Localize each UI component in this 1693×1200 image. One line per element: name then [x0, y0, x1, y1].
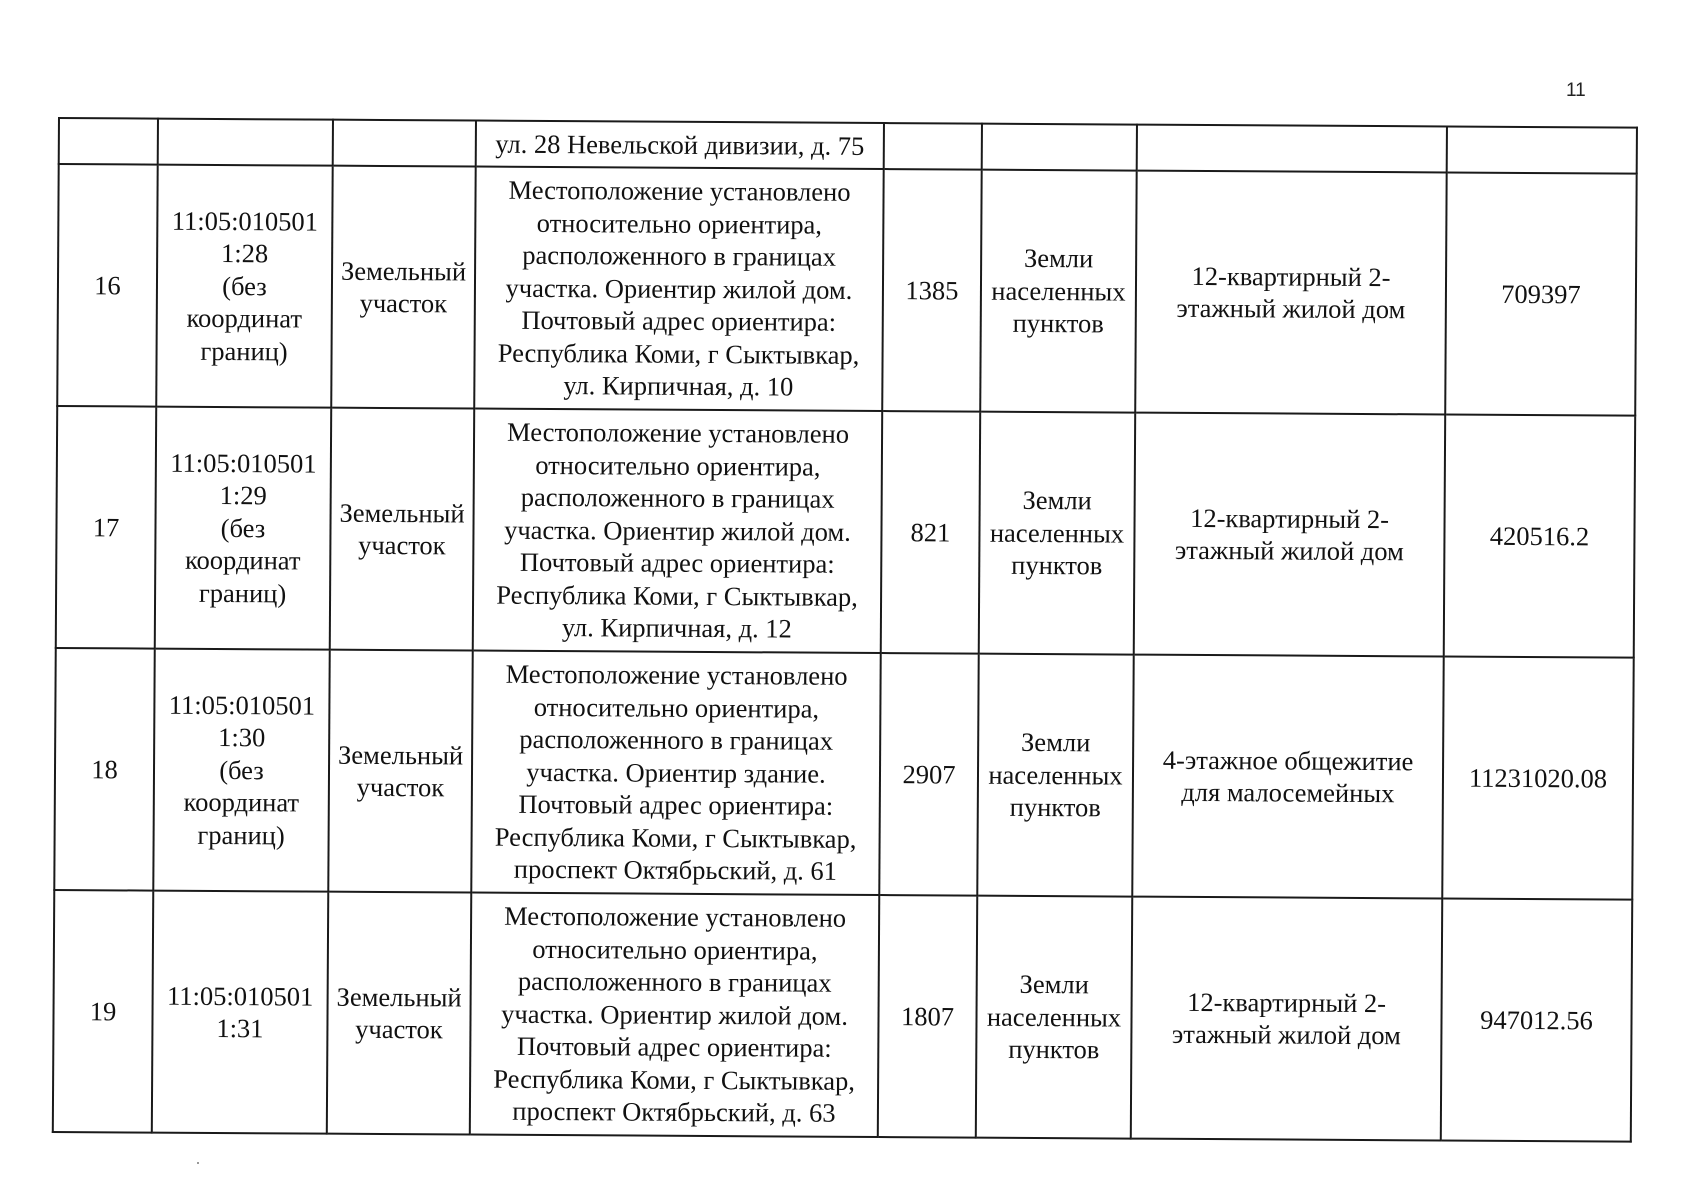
usage-line: этажный жилой дом [1174, 534, 1404, 567]
address-line: Республика Коми, г Сыктывкар, [496, 579, 858, 612]
cell-address [470, 893, 879, 1137]
category-line: пунктов [1008, 1034, 1100, 1065]
cadastral-line: координат [186, 303, 303, 334]
usage-line: этажный жилой дом [1171, 1018, 1401, 1051]
cell-value: 420516.2 [1444, 414, 1635, 657]
cadastral-line: границ) [200, 335, 288, 367]
cell-cadastral [152, 891, 328, 1134]
cadastral-line: (без [220, 512, 266, 544]
address-line: расположенного в границах [522, 240, 837, 273]
category-line: пунктов [1009, 792, 1101, 823]
address-line: Почтовый адрес ориентира: [521, 305, 837, 338]
address-line: относительно ориентира, [533, 691, 820, 724]
cell-type [330, 408, 474, 651]
address-line: участка. Ориентир жилой дом. [505, 272, 853, 305]
address-line: участка. Ориентир жилой дом. [501, 998, 848, 1031]
cell-num: 19 [53, 890, 153, 1133]
address-line: ул. Кирпичная, д. 12 [561, 612, 792, 644]
cadastral-line: 1:29 [219, 480, 267, 511]
category-line: населенных [988, 759, 1123, 791]
cell-category [976, 896, 1132, 1139]
cadastral-line: координат [184, 545, 301, 576]
address-line: Республика Коми, г Сыктывкар, [494, 821, 857, 854]
address-line: расположенного в границах [519, 724, 834, 756]
cell-area: 1807 [878, 895, 977, 1138]
cell-usage [1131, 897, 1442, 1141]
type-line: Земельный [336, 981, 462, 1012]
cadastral-line: границ) [198, 577, 287, 609]
address-line: Местоположение установлено [507, 416, 850, 450]
cell-address [473, 409, 882, 653]
type-line: участок [355, 1013, 443, 1045]
land-plots-table-wrapper [52, 117, 1636, 1143]
address-line: Почтовый адрес ориентира: [519, 547, 835, 580]
cell-cadastral [156, 165, 332, 408]
cell-num: 17 [56, 406, 156, 649]
cell-category [980, 170, 1136, 413]
category-line: населенных [991, 275, 1126, 307]
page-number: 11 [1566, 80, 1586, 101]
type-line: Земельный [339, 497, 465, 528]
type-line: участок [356, 771, 445, 803]
cell-num: 18 [54, 648, 154, 891]
table-row [57, 164, 1636, 416]
cadastral-line: координат [183, 787, 300, 818]
category-line: Земли [1023, 243, 1094, 274]
land-plots-table [52, 117, 1638, 1143]
cell-address [471, 651, 880, 895]
category-line: пунктов [1011, 550, 1103, 581]
address-line: относительно ориентира, [536, 207, 823, 240]
address-line: ул. Кирпичная, д. 10 [563, 370, 794, 402]
usage-line: 12-квартирный 2- [1187, 986, 1387, 1018]
cell-value: 947012.56 [1441, 898, 1632, 1141]
address-line: расположенного в границах [517, 966, 832, 998]
cell-num: 16 [57, 164, 157, 407]
cell-num [59, 118, 158, 165]
type-line: участок [358, 529, 446, 561]
cell-usage [1137, 125, 1447, 173]
category-line: Земли [1020, 727, 1091, 758]
cell-category [977, 654, 1133, 897]
cell-type [328, 650, 472, 893]
cell-category [979, 412, 1135, 655]
cadastral-line: границ) [197, 819, 285, 851]
table-row [53, 890, 1632, 1142]
cell-area: 821 [881, 411, 980, 654]
usage-line: 12-квартирный 2- [1190, 502, 1390, 534]
cadastral-line: 1:30 [218, 722, 266, 753]
scan-speck [197, 1162, 199, 1164]
cadastral-line: 11:05:010501 [166, 980, 314, 1012]
address-line: Местоположение установлено [508, 175, 851, 208]
address-line: участка. Ориентир здание. [526, 756, 826, 789]
cell-usage [1132, 655, 1443, 899]
address-line: Местоположение установлено [505, 658, 848, 692]
address-line: Местоположение установлено [504, 900, 847, 934]
cell-value: 11231020.08 [1442, 656, 1633, 899]
cell-value: 709397 [1445, 172, 1636, 415]
cell-area: 2907 [879, 653, 978, 896]
address-line: Республика Коми, г Сыктывкар, [497, 337, 860, 370]
address-line: Почтовый адрес ориентира: [518, 789, 834, 821]
type-line: участок [359, 287, 448, 319]
category-line: населенных [986, 1001, 1122, 1033]
address-line: расположенного в границах [520, 482, 835, 515]
usage-line: 12-квартирный 2- [1191, 260, 1391, 292]
cadastral-line: 1:31 [216, 1012, 264, 1044]
cell-type [331, 166, 475, 409]
cell-address [474, 167, 883, 411]
cell-usage [1135, 171, 1446, 415]
cell-cadastral [155, 407, 331, 650]
cell-usage [1134, 413, 1445, 657]
table-row [54, 648, 1633, 900]
table-row [56, 406, 1635, 658]
address-line: относительно ориентира, [532, 933, 818, 966]
category-line: Земли [1019, 969, 1089, 1000]
address-line: Республика Коми, г Сыктывкар, [493, 1063, 856, 1096]
type-line: Земельный [340, 255, 467, 286]
cell-cadastral [158, 119, 333, 166]
cadastral-line: 1:28 [221, 238, 269, 269]
cadastral-line: 11:05:010501 [171, 205, 319, 237]
address-line: Почтовый адрес ориентира: [516, 1031, 832, 1063]
type-line: Земельный [337, 739, 464, 770]
cell-area [884, 123, 982, 170]
category-line: пунктов [1012, 308, 1104, 339]
cadastral-line: (без [219, 754, 264, 786]
cadastral-line: 11:05:010501 [170, 447, 317, 479]
category-line: населенных [989, 517, 1125, 549]
cell-area: 1385 [882, 169, 981, 412]
address-line: проспект Октябрьский, д. 63 [512, 1096, 836, 1129]
category-line: Земли [1022, 485, 1092, 516]
address-line: участка. Ориентир жилой дом. [504, 514, 851, 547]
cell-value [1447, 126, 1637, 173]
cell-type [333, 120, 476, 167]
address-line: проспект Октябрьский, д. 61 [513, 854, 838, 887]
usage-line: 4-этажное общежитие [1162, 744, 1414, 776]
cell-cadastral [153, 649, 329, 892]
address-line: относительно ориентира, [535, 449, 821, 482]
usage-line: этажный жилой дом [1176, 292, 1406, 325]
usage-line: для малосемейных [1181, 776, 1395, 809]
cell-category [982, 124, 1137, 171]
cell-type [327, 892, 471, 1135]
cadastral-line: (без [222, 270, 267, 302]
cell-address: ул. 28 Невельской дивизии, д. 75 [476, 121, 884, 169]
cadastral-line: 11:05:010501 [168, 689, 316, 721]
